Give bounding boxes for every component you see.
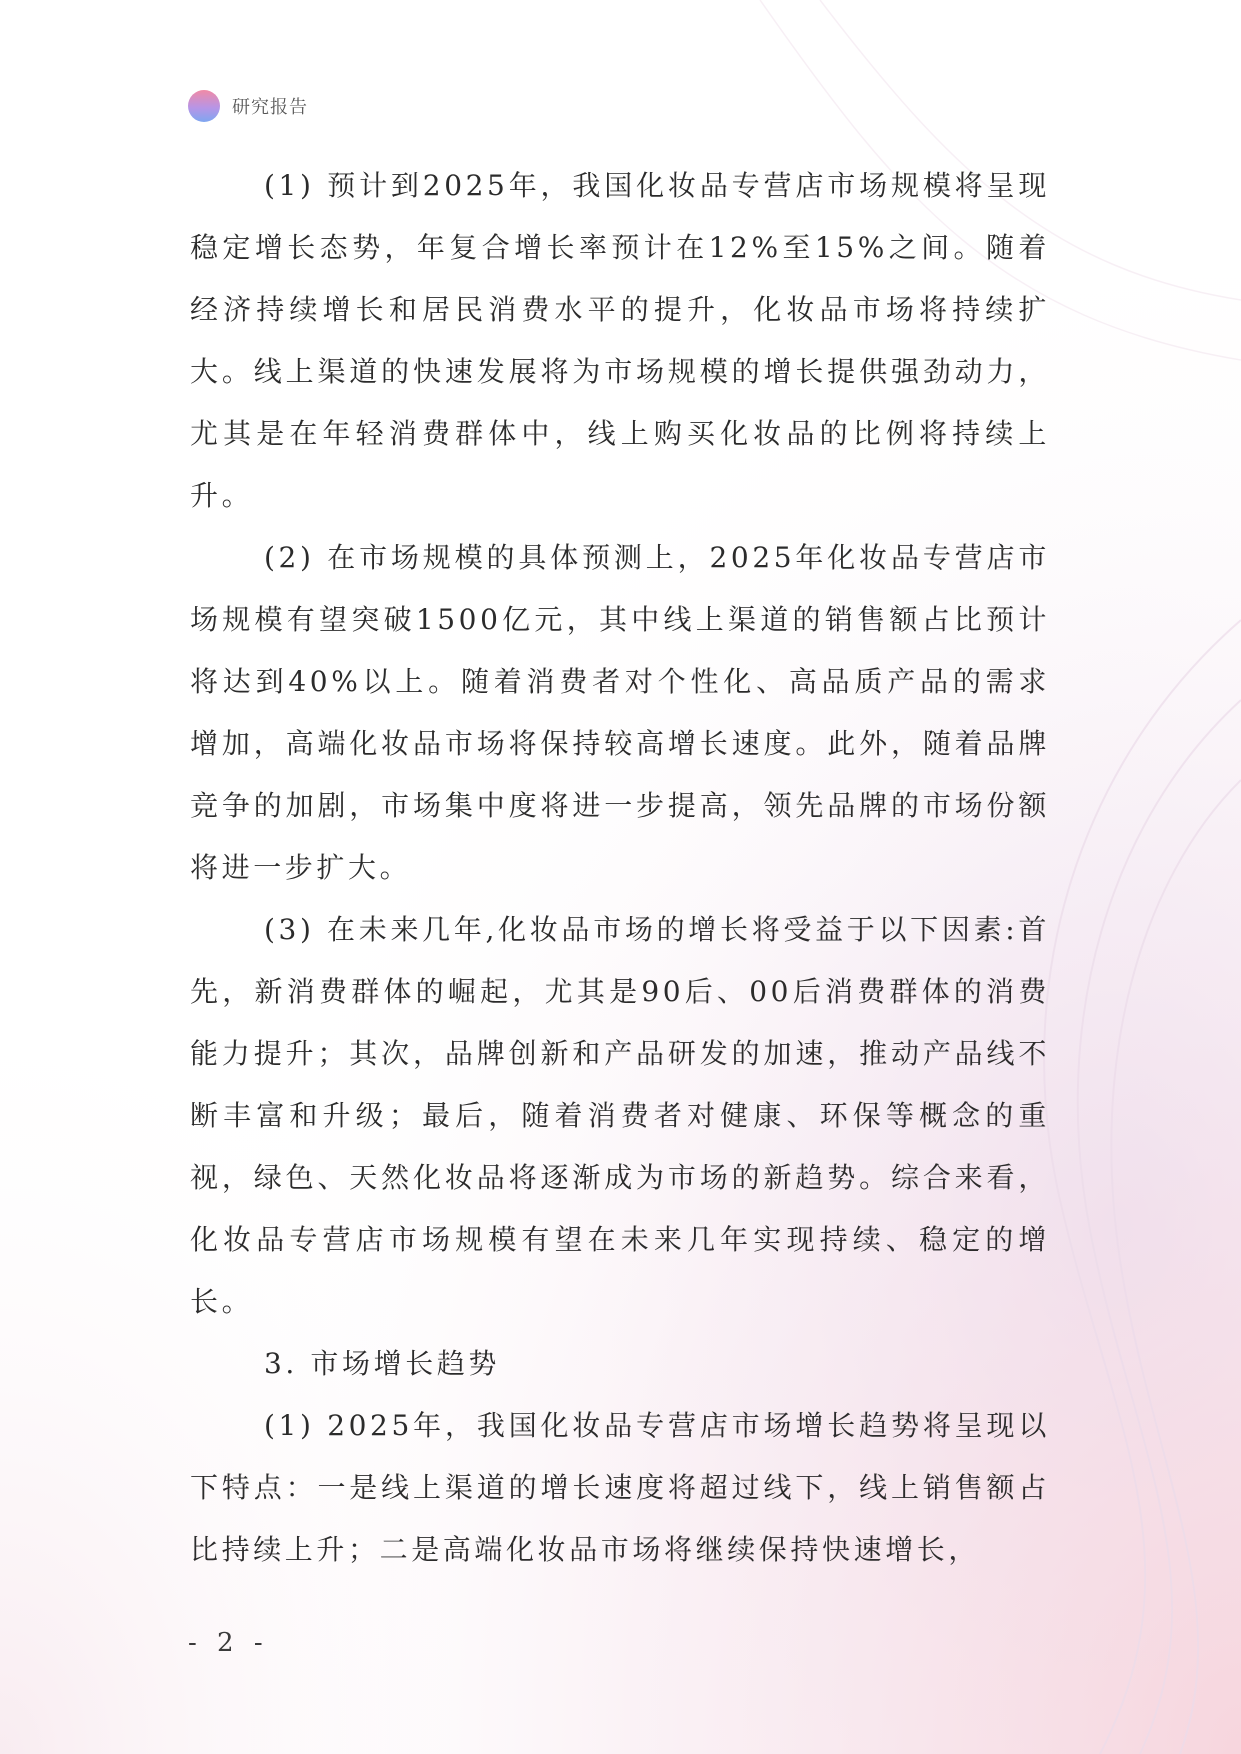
paragraph: (3) 在未来几年,化妆品市场的增长将受益于以下因素:首先，新消费群体的崛起，尤其是90后、00后消费群体的消费能力提升；其次，品牌创新和产品研发的加速，推动产品线不断丰富和升级；最后，随着消费者对健康、环保等概念的重视，绿色、天然化妆品将逐渐成为市场的新趋势。综合来看，化妆品专营店市场规模有望在未来几年实现持续、稳定的增长。	[190, 913, 1050, 1318]
header-label: 研究报告	[232, 97, 308, 118]
paragraph: (1) 2025年，我国化妆品专营店市场增长趋势将呈现以下特点：一是线上渠道的增长速度将超过线下，线上销售额占比持续上升；二是高端化妆品市场将继续保持快速增长，	[190, 1409, 1050, 1566]
report-logo-icon	[188, 90, 220, 122]
document-body	[190, 155, 1050, 1581]
section-heading: 3. 市场增长趋势	[264, 1347, 501, 1380]
paragraph: (1) 预计到2025年，我国化妆品专营店市场规模将呈现稳定增长态势，年复合增长率预计在12%至15%之间。随着经济持续增长和居民消费水平的提升，化妆品市场将持续扩大。线上渠道的快速发展将为市场规模的增长提供强劲动力，尤其是在年轻消费群体中，线上购买化妆品的比例将持续上升。	[190, 169, 1050, 512]
page-number: - 2 -	[188, 1628, 269, 1658]
page-header	[188, 89, 308, 123]
paragraph: (2) 在市场规模的具体预测上，2025年化妆品专营店市场规模有望突破1500亿元，其中线上渠道的销售额占比预计将达到40%以上。随着消费者对个性化、高品质产品的需求增加，高端化妆品市场将保持较高增长速度。此外，随着品牌竞争的加剧，市场集中度将进一步提高，领先品牌的市场份额将进一步扩大。	[190, 541, 1050, 884]
